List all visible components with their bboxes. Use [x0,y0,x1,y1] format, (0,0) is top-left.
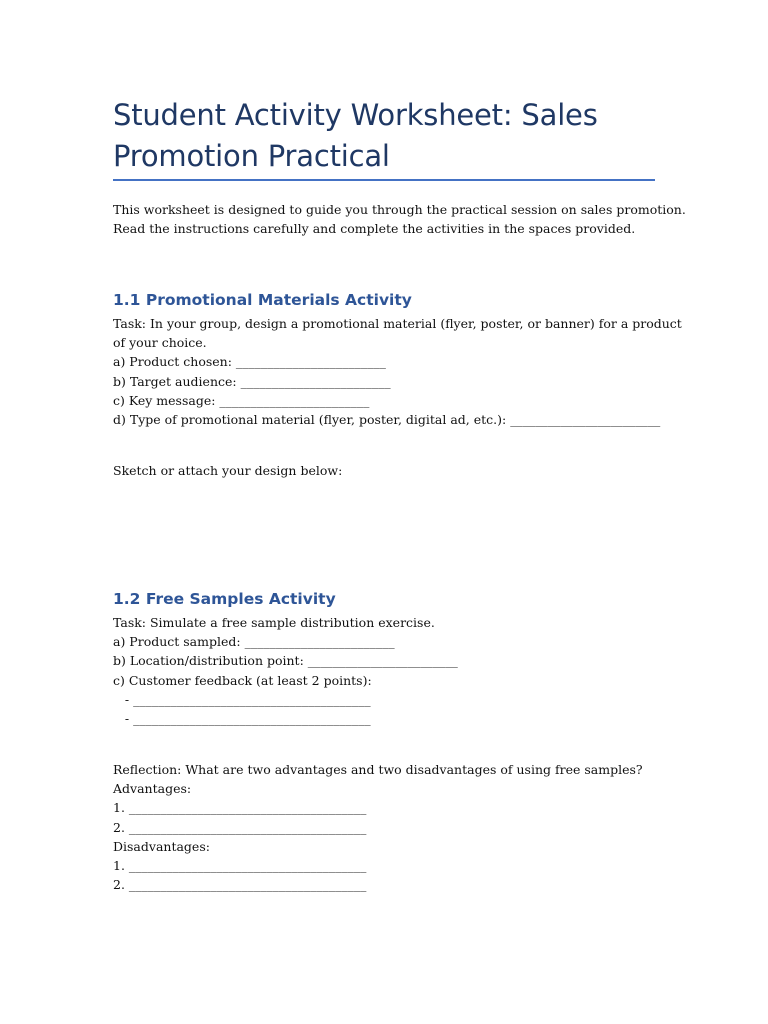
key-message-field: c) Key message: ________________________ [113,392,370,408]
disadvantages-label: Disadvantages: [113,838,210,854]
title-line-1: Student Activity Worksheet: Sales [113,98,598,132]
feedback-blank: - ______________________________________ [113,710,371,726]
page-title [113,95,673,177]
title-underline [113,179,655,181]
section2-body [113,613,458,728]
title-line-2: Promotion Practical [113,139,390,173]
reflection-question: Reflection: What are two advantages and two disadvantages of using free samples? [113,762,643,777]
advantages-label: Advantages: [113,781,192,797]
sketch-prompt-text: Sketch or attach your design below: [113,463,343,478]
intro-line: This worksheet is designed to guide you through the practical session on sales promotion. [113,202,686,217]
product-sampled-field: a) Product sampled: ________________________ [113,634,395,650]
feedback-blank: - ______________________________________ [113,691,371,707]
sketch-prompt [113,461,342,480]
task-line: Task: In your group, design a promotional material (flyer, poster, or banner) for a product [113,316,682,331]
section1-body [113,314,682,429]
disadvantage-blank: 2. ______________________________________ [113,877,367,893]
advantage-blank: 1. ______________________________________ [113,800,367,816]
section-heading-promotional-materials: 1.1 Promotional Materials Activity [113,291,412,309]
task-line: of your choice. [113,335,207,351]
task-line: Task: Simulate a free sample distribution exercise. [113,615,435,630]
product-chosen-field: a) Product chosen: ________________________ [113,354,386,370]
customer-feedback-label: c) Customer feedback (at least 2 points): [113,672,372,688]
reflection-section [113,760,643,894]
intro-paragraph [113,200,686,238]
section-heading-free-samples: 1.2 Free Samples Activity [113,590,336,608]
intro-line: Read the instructions carefully and complete the activities in the spaces provided. [113,221,636,237]
sketch-area [113,490,655,580]
location-field: b) Location/distribution point: ________________________ [113,653,458,669]
target-audience-field: b) Target audience: ________________________ [113,373,391,389]
disadvantage-blank: 1. ______________________________________ [113,857,367,873]
material-type-field: d) Type of promotional material (flyer, poster, digital ad, etc.): ________________________ [113,411,661,427]
advantage-blank: 2. ______________________________________ [113,819,367,835]
